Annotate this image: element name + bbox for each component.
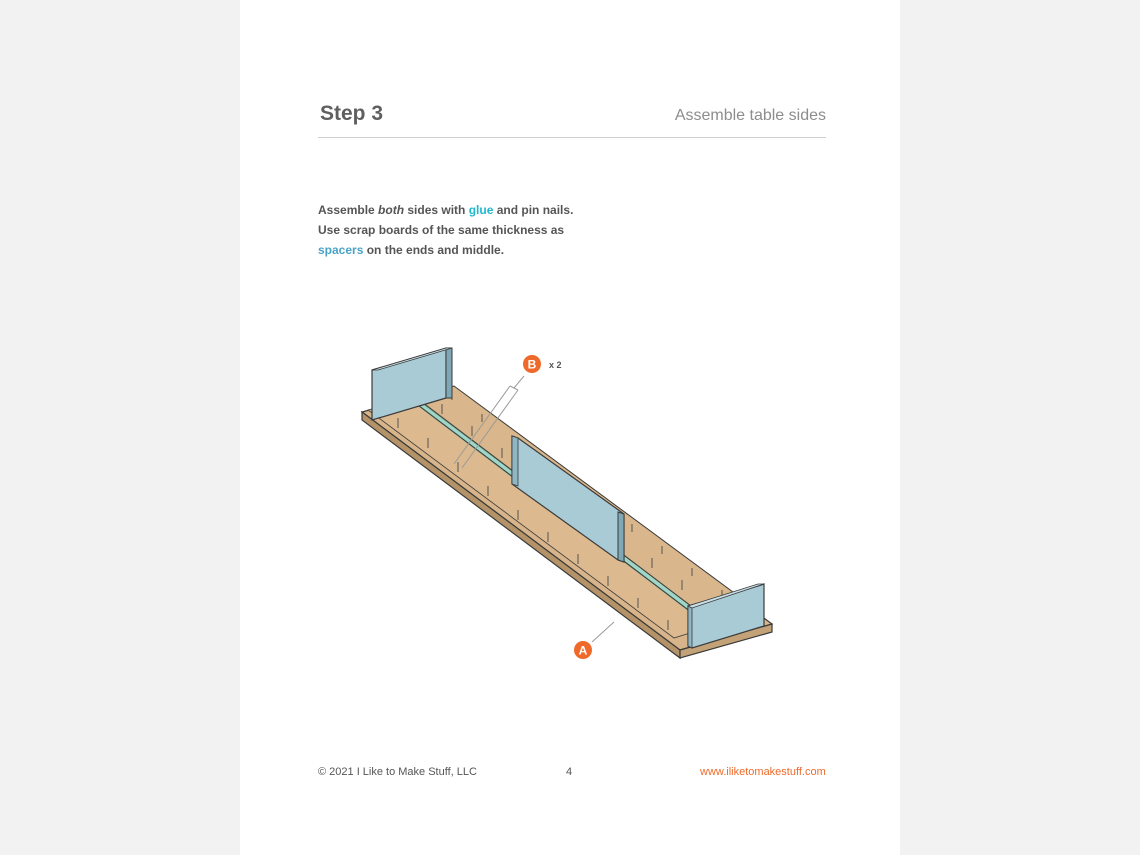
instructions-text (318, 200, 618, 260)
instruction-text: Assemble (318, 203, 379, 217)
callout-a-leader (592, 622, 614, 642)
instruction-emphasis: both (378, 203, 405, 217)
instruction-line-3 (318, 240, 618, 260)
spacer-right-front (688, 606, 692, 648)
callout-b-quantity: x 2 (549, 360, 562, 370)
callout-a-label: A (578, 643, 588, 658)
footer-copyright: © 2021 I Like to Make Stuff, LLC (318, 766, 477, 778)
step-title: Step 3 (320, 102, 384, 125)
step-header (318, 100, 826, 138)
instruction-text: and pin nails. (493, 203, 574, 217)
instruction-text: on the ends and middle. (363, 243, 505, 257)
spacer-middle-side (512, 436, 518, 486)
footer-website-link[interactable]: www.iliketomakestuff.com (700, 766, 826, 778)
footer-page-number: 4 (566, 766, 573, 778)
callout-b-label: B (527, 357, 537, 372)
instruction-line-2: Use scrap boards of the same thickness as (318, 223, 565, 237)
spacers-highlight: spacers (318, 243, 364, 257)
instruction-text: sides with (404, 203, 469, 217)
glue-highlight: glue (468, 203, 494, 217)
step-subtitle: Assemble table sides (674, 107, 826, 124)
assembly-diagram (358, 340, 798, 680)
spacer-left-edge (446, 348, 452, 398)
instruction-line-1 (318, 200, 618, 220)
manual-page (240, 0, 900, 855)
spacer-middle-end (618, 512, 624, 562)
